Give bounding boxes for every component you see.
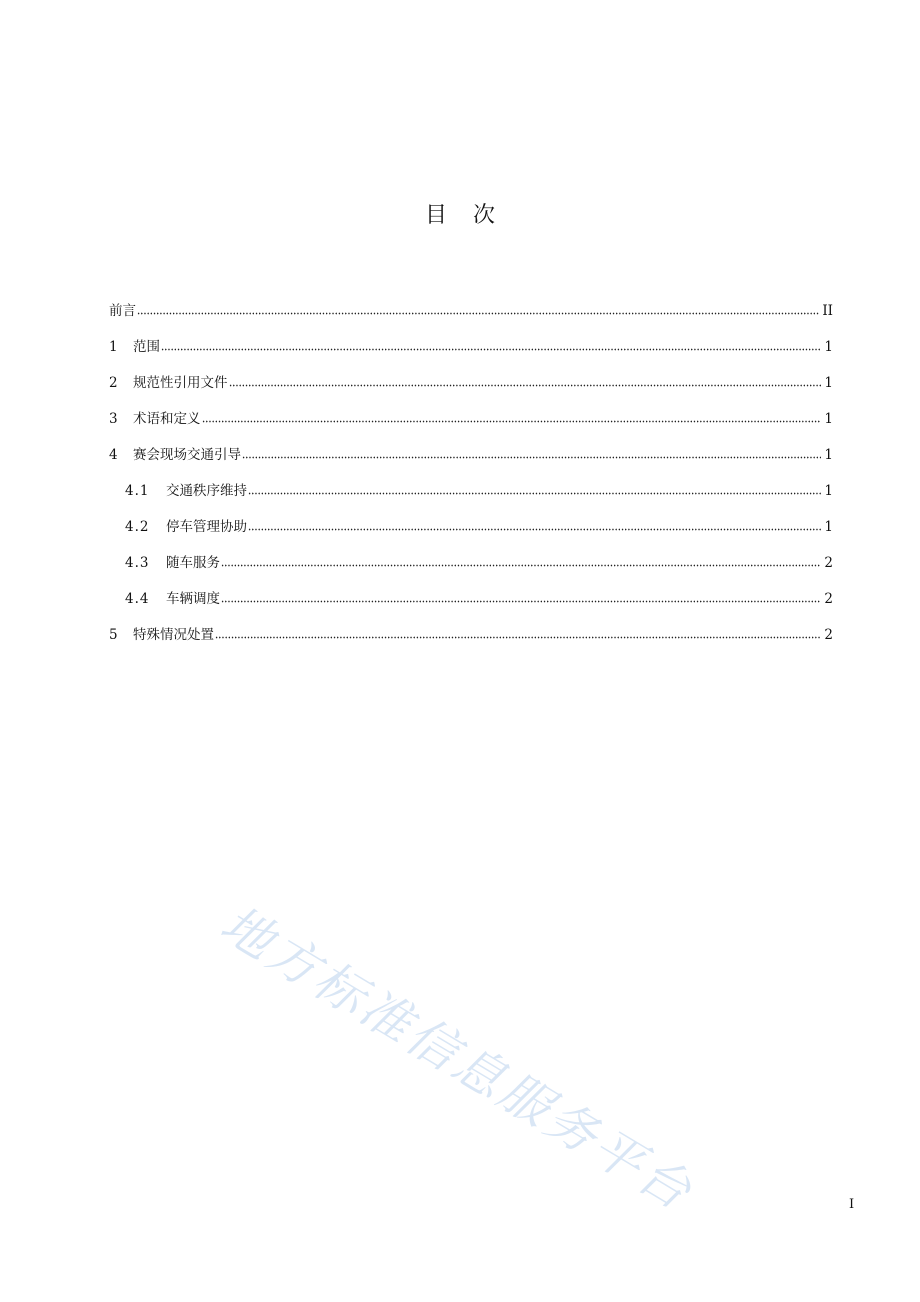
toc-entry-text: 规范性引用文件 xyxy=(133,375,228,391)
toc-dot-leader xyxy=(248,524,821,534)
toc-entry-text: 停车管理协助 xyxy=(166,519,247,535)
toc-entry-number: 4.1 xyxy=(125,483,150,499)
toc-entry-traffic-order[interactable] xyxy=(109,473,833,509)
toc-dot-leader xyxy=(161,344,821,354)
toc-dot-leader xyxy=(137,308,819,318)
toc-entry-number: 4.2 xyxy=(125,519,150,535)
toc-entry-number: 2 xyxy=(109,375,119,391)
page-title-char: 次 xyxy=(473,203,496,228)
toc-dot-leader xyxy=(221,596,821,606)
toc-entry-normative-references[interactable] xyxy=(109,365,833,401)
toc-entry-number: 4 xyxy=(109,447,119,463)
toc-page-number: II xyxy=(822,303,833,319)
toc-page-number: 1 xyxy=(824,339,833,355)
toc-page-number: 2 xyxy=(824,591,833,607)
watermark: 地方标准信息服务平台 xyxy=(211,894,704,1223)
toc-entry-text: 术语和定义 xyxy=(133,411,201,427)
toc-entry-onboard-service[interactable] xyxy=(109,545,833,581)
toc-entry-foreword[interactable] xyxy=(109,293,833,329)
toc-entry-number: 1 xyxy=(109,339,119,355)
toc-entry-text: 赛会现场交通引导 xyxy=(133,447,241,463)
toc-entry-parking-management[interactable] xyxy=(109,509,833,545)
toc-page-number: 1 xyxy=(824,375,833,391)
toc-entry-number: 5 xyxy=(109,627,119,643)
toc-entry-text: 交通秩序维持 xyxy=(166,483,247,499)
toc-entry-number: 3 xyxy=(109,411,119,427)
toc-entry-text: 随车服务 xyxy=(166,555,220,571)
toc-dot-leader xyxy=(242,452,821,462)
toc-dot-leader xyxy=(221,560,821,570)
toc-dot-leader xyxy=(229,380,822,390)
toc-entry-text: 特殊情况处置 xyxy=(133,627,214,643)
toc-entry-number: 4.3 xyxy=(125,555,150,571)
toc-entry-traffic-guidance[interactable] xyxy=(109,437,833,473)
toc-entry-text: 前言 xyxy=(109,303,136,319)
toc-entry-terms-definitions[interactable] xyxy=(109,401,833,437)
toc-entry-vehicle-dispatch[interactable] xyxy=(109,581,833,617)
toc-page-number: 2 xyxy=(824,555,833,571)
page-number: I xyxy=(849,1197,855,1212)
toc-page-number: 1 xyxy=(824,483,833,499)
toc-dot-leader xyxy=(248,488,821,498)
toc-entry-text: 范围 xyxy=(133,339,160,355)
toc-entry-scope[interactable] xyxy=(109,329,833,365)
toc-dot-leader xyxy=(202,416,822,426)
toc-entry-text: 车辆调度 xyxy=(166,591,220,607)
toc-page-number: 1 xyxy=(824,411,833,427)
toc-page-number: 1 xyxy=(824,447,833,463)
page-title-char: 目 xyxy=(424,203,447,228)
toc-dot-leader xyxy=(215,632,821,642)
page-title xyxy=(0,198,920,229)
table-of-contents xyxy=(109,293,833,653)
toc-entry-number: 4.4 xyxy=(125,591,150,607)
toc-page-number: 2 xyxy=(824,627,833,643)
toc-entry-special-situations[interactable] xyxy=(109,617,833,653)
toc-page-number: 1 xyxy=(824,519,833,535)
